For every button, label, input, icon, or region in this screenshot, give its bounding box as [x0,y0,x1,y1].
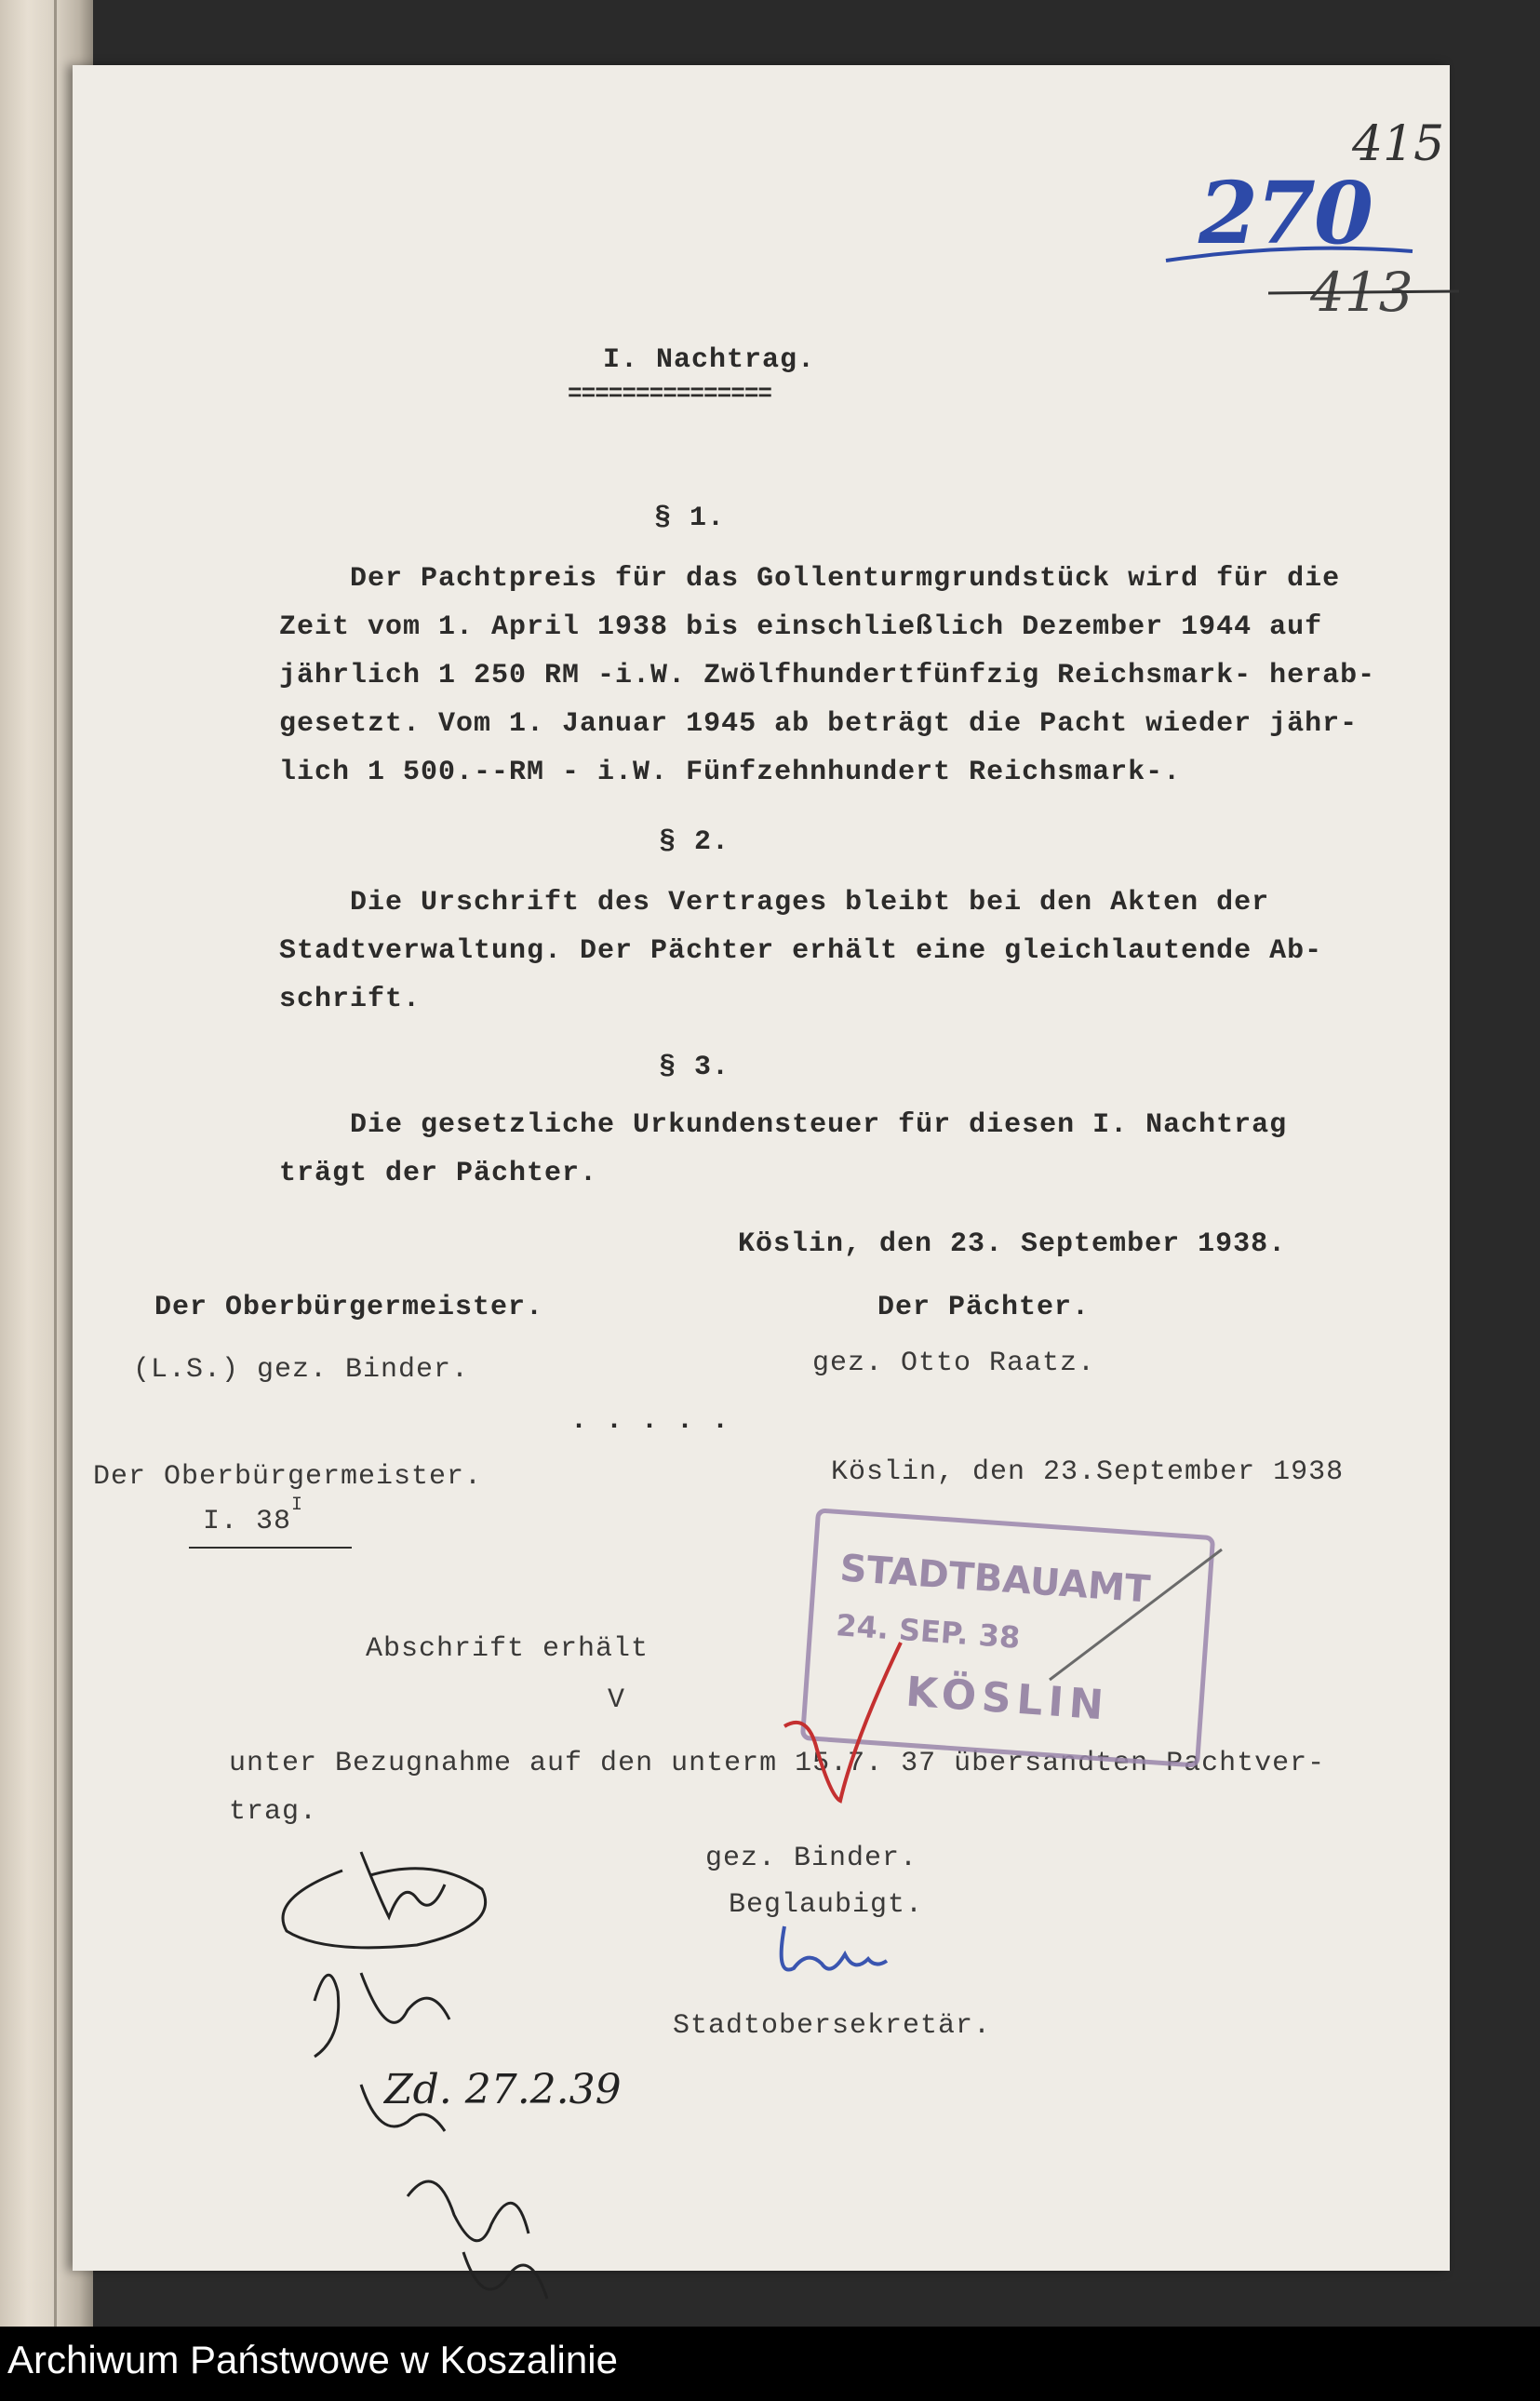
separator-dots: . . . . . [570,1405,730,1437]
copy-body-line1: unter Bezugnahme auf den unterm 15.7. 37 übersandten Pachtver- [229,1748,1326,1779]
section-2-line: Die Urschrift des Vertrages bleibt bei den Akten der [279,887,1270,919]
section-1-line: jährlich 1 250 RM -i.W. Zwölfhundertfünfzig Reichsmark- herab- [279,660,1376,691]
handwritten-date-note: Zd. 27.2.39 [384,2066,622,2113]
archive-number-crossed: 413 [1310,261,1413,324]
copy-date: Köslin, den 23.September 1938 [831,1456,1345,1488]
copy-certified: Beglaubigt. [729,1889,924,1921]
place-date: Köslin, den 23. September 1938. [738,1228,1287,1260]
section-1-line: lich 1 500.--RM - i.W. Fünfzehnhundert Reichsmark-. [279,757,1182,788]
archive-number-blue: 270 [1199,163,1373,263]
archive-name: Archiwum Państwowe w Koszalinie [7,2338,618,2381]
copy-signed: gez. Binder. [705,1843,918,1874]
blue-signature [766,1912,896,1996]
section-2-line: Stadtverwaltung. Der Pächter erhält eine gleichlautende Ab- [279,935,1323,967]
page-edge [54,0,57,2327]
section-1-line: Der Pachtpreis für das Gollenturmgrundstück wird für die [279,563,1341,595]
section-3-line: trägt der Pächter. [279,1158,598,1189]
signatory-right-title: Der Pächter. [877,1292,1091,1323]
document-page [73,65,1450,2271]
section-mark-3: § 3. [659,1052,730,1083]
reference-underline [189,1547,352,1549]
signatory-left-title: Der Oberbürgermeister. [154,1292,544,1323]
section-1-line: gesetzt. Vom 1. Januar 1945 ab beträgt die Pacht wieder jähr- [279,708,1359,740]
copy-official: Stadtobersekretär. [673,2010,992,2042]
office-stamp: STADTBAUAMT 24. SEP. 38 KÖSLIN [800,1508,1215,1767]
signatory-right-sign: gez. Otto Raatz. [812,1348,1096,1379]
section-mark-2: § 2. [659,826,730,858]
section-1-line: Zeit vom 1. April 1938 bis einschließlich Dezember 1944 auf [279,611,1323,643]
section-3-line: Die gesetzliche Urkundensteuer für diesen I. Nachtrag [279,1109,1288,1141]
v-mark: V [608,1684,626,1716]
section-2-line: schrift. [279,984,422,1015]
footer-bar [0,2327,1540,2401]
crossed-line-icon [1264,275,1468,312]
copy-body-line2: trag. [229,1796,318,1828]
title-underline: =============== [568,380,772,408]
archive-number-top: 415 [1352,116,1445,172]
copy-sender: Der Oberbürgermeister. [93,1461,483,1493]
section-mark-1: § 1. [654,503,726,534]
signatory-left-sign: (L.S.) gez. Binder. [133,1354,470,1386]
copy-to-label: Abschrift erhält [366,1633,649,1665]
red-check-icon [780,1638,919,1815]
reference-number: I. $38^I$ [203,1494,304,1537]
document-title: I. Nachtrag. [603,344,816,376]
stamp-strike-line [1045,1545,1231,1684]
